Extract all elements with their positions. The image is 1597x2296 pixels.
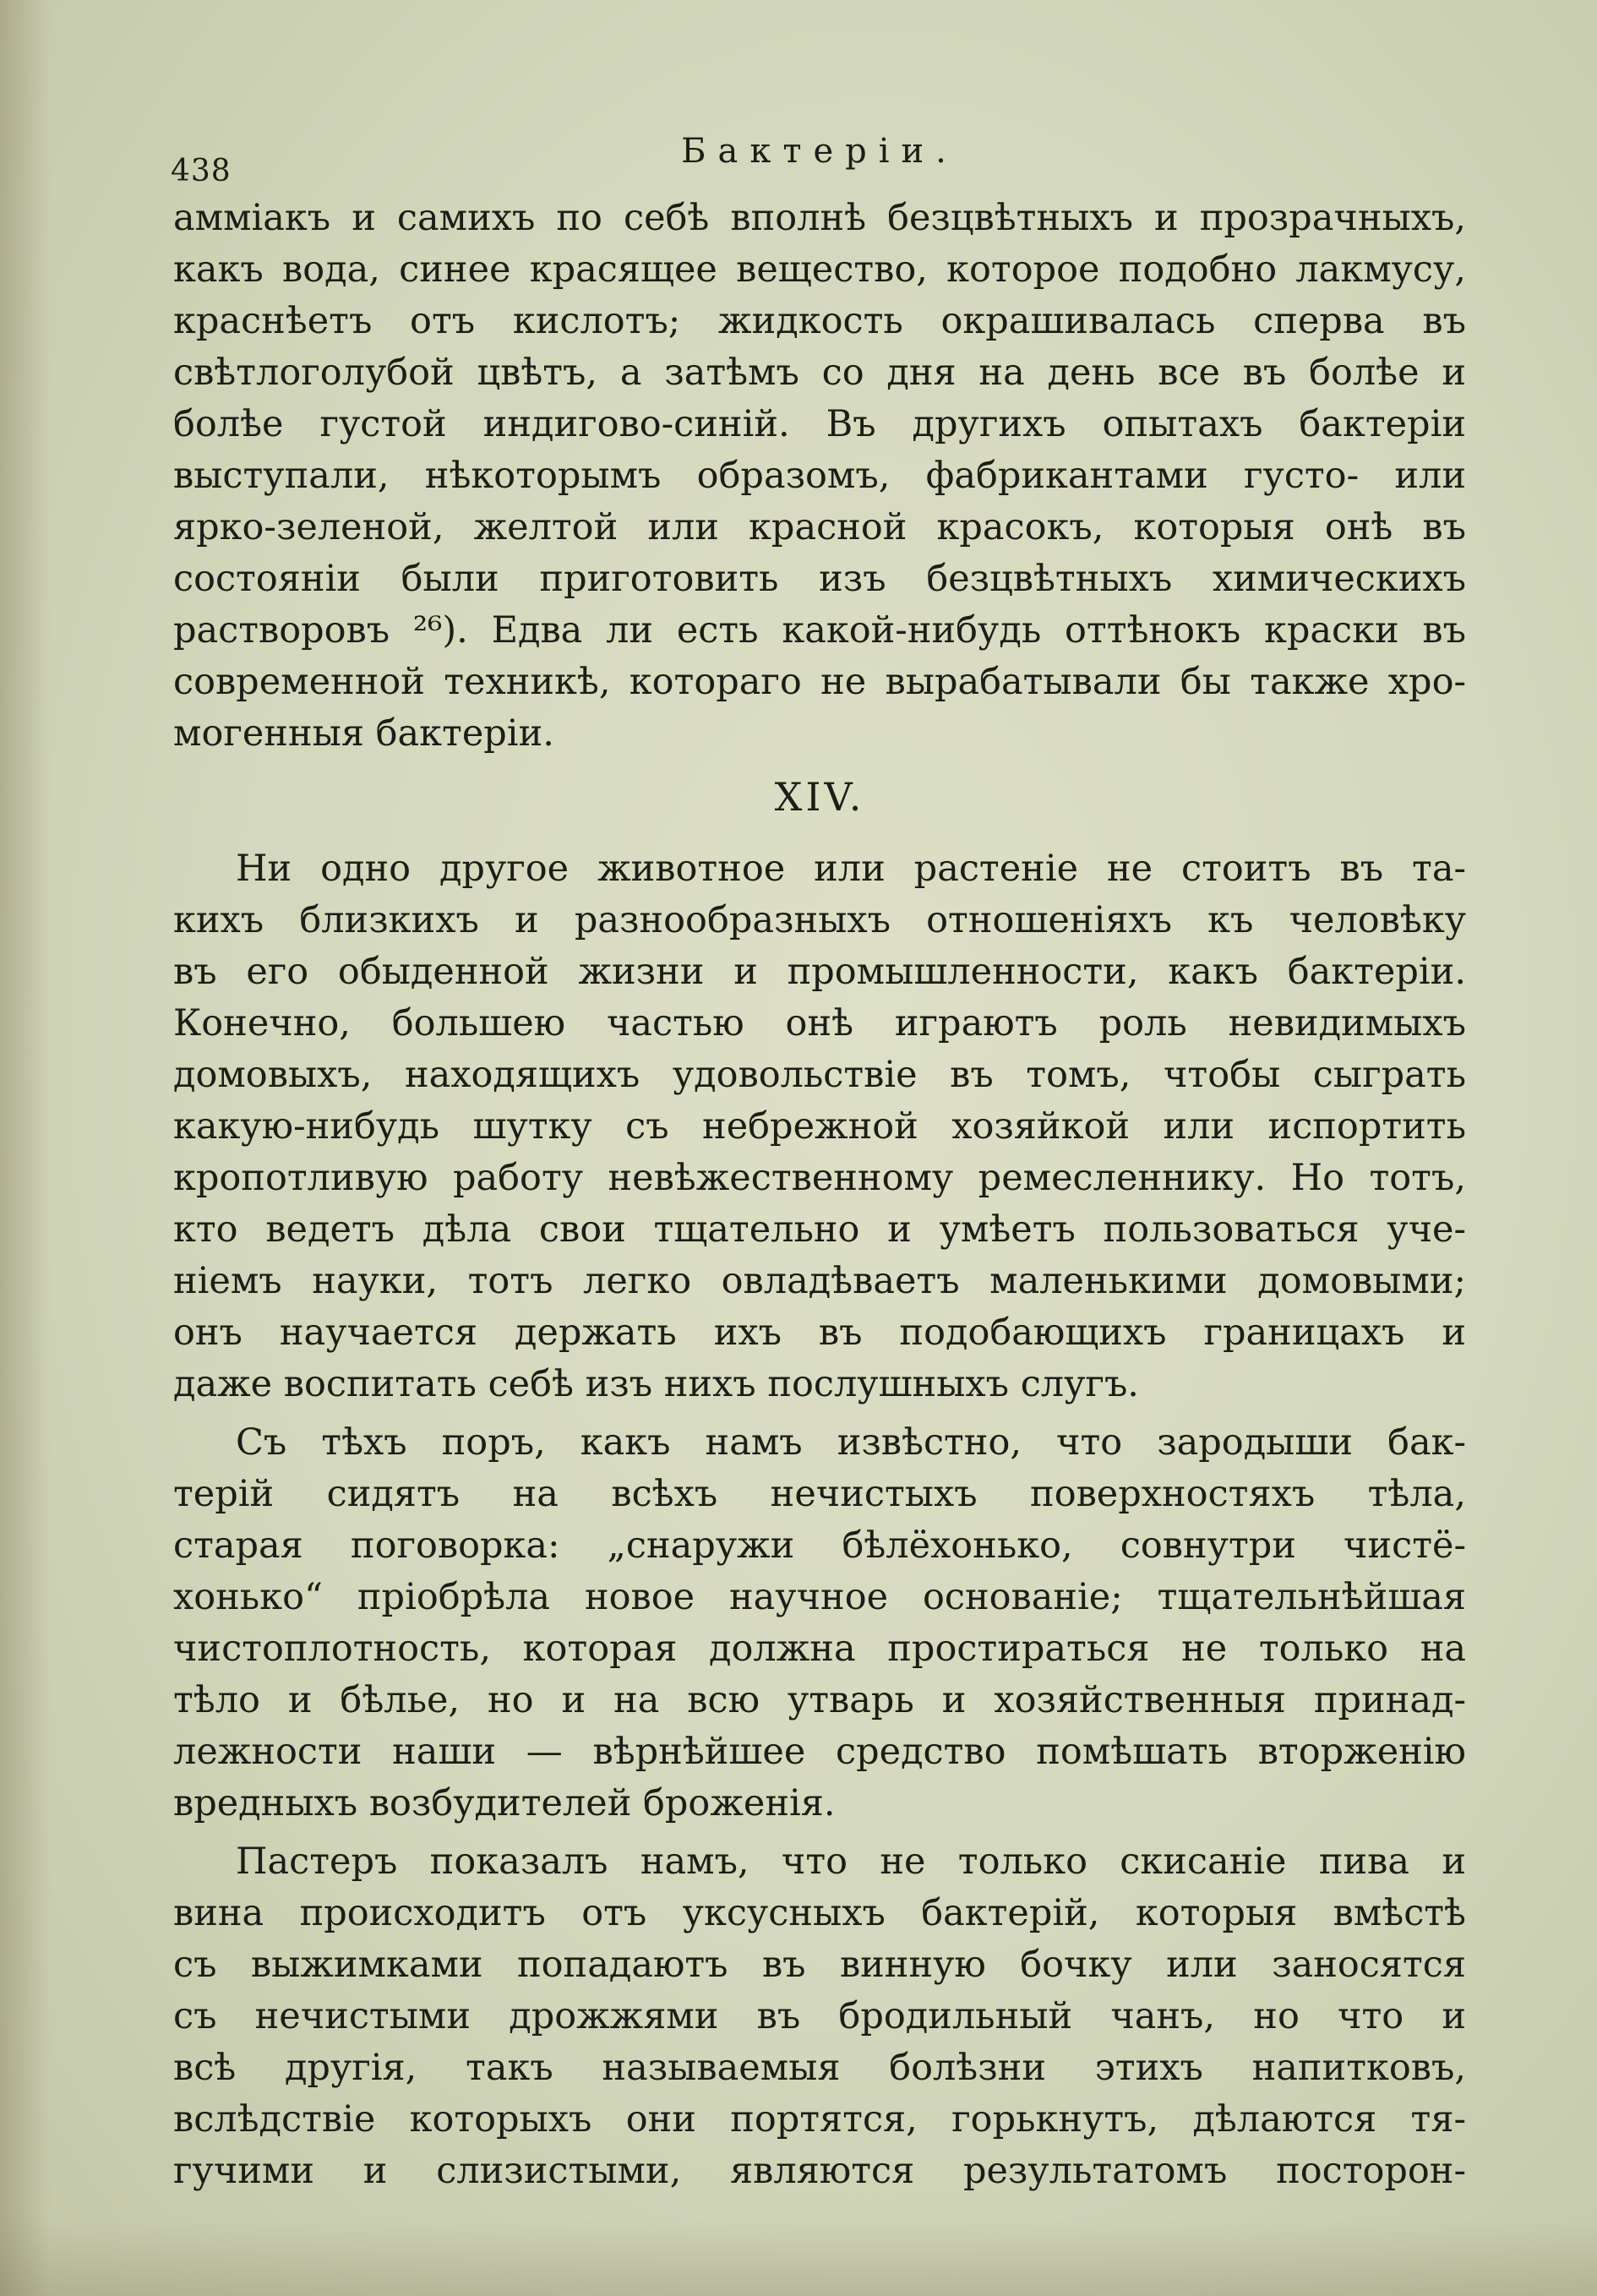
paragraph-1: [173, 843, 1466, 1410]
text-line: старая поговорка: „снаружи бѣлёхонько, совнутри чистё-: [173, 1524, 1466, 1567]
text-line: состоянiи были приготовить изъ безцвѣтныхъ химическихъ: [173, 558, 1466, 600]
text-line: какъ вода, синее красящее вещество, которое подобно лакмусу,: [173, 248, 1466, 291]
paragraph-3: [173, 1836, 1466, 2197]
text-line: онъ научается держать ихъ въ подобающихъ границахъ и: [173, 1312, 1466, 1354]
text-line: хонько“ прiобрѣла новое научное основанiе; тщательнѣйшая: [173, 1576, 1466, 1618]
text-line: свѣтлоголубой цвѣтъ, а затѣмъ со дня на день все въ болѣе и: [173, 352, 1466, 394]
text-line: кропотливую работу невѣжественному ремесленнику. Но тотъ,: [173, 1157, 1466, 1199]
text-line: кихъ близкихъ и разнообразныхъ отношенiяхъ къ человѣку: [173, 899, 1466, 941]
paragraph-spacer: [173, 1410, 1466, 1417]
text-line: всѣ другiя, такъ называемыя болѣзни этихъ напитковъ,: [173, 2047, 1466, 2089]
text-line: Конечно, большею частью онѣ играютъ роль невидимыхъ: [173, 1002, 1466, 1044]
text-line: нiемъ науки, тотъ легко овладѣваетъ маленькими домовыми;: [173, 1260, 1466, 1302]
text-line: какую-нибудь шутку съ небрежной хозяйкой или испортить: [173, 1105, 1466, 1148]
text-line: терiй сидятъ на всѣхъ нечистыхъ поверхностяхъ тѣла,: [173, 1473, 1466, 1515]
text-line: даже воспитать себѣ изъ нихъ послушныхъ слугъ.: [173, 1363, 1139, 1405]
text-line: домовыхъ, находящихъ удовольствiе въ томъ, чтобы сыграть: [173, 1054, 1466, 1096]
text-line: краснѣетъ отъ кислотъ; жидкость окрашивалась сперва въ: [173, 300, 1466, 342]
running-title: Бактеріи.: [681, 132, 958, 171]
page-header: [169, 127, 1470, 186]
text-line: въ его обыденной жизни и промышленности, какъ бактерiи.: [173, 951, 1466, 993]
page-bottom-shadow: [0, 2220, 1597, 2296]
text-line: вслѣдствiе которыхъ они портятся, горькнутъ, дѣлаются тя-: [173, 2098, 1466, 2141]
intro-paragraph: [173, 193, 1466, 760]
text-line: выступали, нѣкоторымъ образомъ, фабрикантами густо- или: [173, 455, 1466, 497]
text-line: тѣло и бѣлье, но и на всю утварь и хозяйственныя принад-: [173, 1679, 1466, 1721]
page-body: [173, 193, 1466, 2197]
text-line: съ нечистыми дрожжями въ бродильный чанъ, но что и: [173, 1995, 1466, 2037]
section-heading: XIV.: [774, 774, 865, 820]
text-line: вредныхъ возбудителей броженiя.: [173, 1782, 836, 1824]
text-line: вина происходитъ отъ уксусныхъ бактерiй, которыя вмѣстѣ: [173, 1892, 1466, 1934]
text-line: аммiакъ и самихъ по себѣ вполнѣ безцвѣтныхъ и прозрачныхъ,: [173, 197, 1466, 239]
text-line: Пастеръ показалъ намъ, что не только скисанiе пива и: [236, 1841, 1466, 1883]
text-line: кто ведетъ дѣла свои тщательно и умѣетъ пользоваться уче-: [173, 1208, 1466, 1251]
page-number: 438: [171, 154, 232, 188]
text-line: современной техникѣ, котораго не вырабатывали бы также хро-: [173, 661, 1466, 703]
text-line: гучими и слизистыми, являются результатомъ посторон-: [173, 2150, 1466, 2192]
text-line: съ выжимками попадаютъ въ винную бочку или заносятся: [173, 1944, 1466, 1986]
text-line: растворовъ ²⁶). Едва ли есть какой-нибудь оттѣнокъ краски въ: [173, 609, 1466, 652]
text-line: чистоплотность, которая должна простираться не только на: [173, 1628, 1466, 1670]
text-line: ярко-зеленой, желтой или красной красокъ, которыя онѣ въ: [173, 506, 1466, 548]
page-edge-shadow: [0, 0, 51, 2296]
text-line: болѣе густой индигово-синiй. Въ другихъ опытахъ бактерiи: [173, 403, 1466, 445]
text-line: могенныя бактерiи.: [173, 712, 554, 755]
text-line: Съ тѣхъ поръ, какъ намъ извѣстно, что зародыши бак-: [236, 1421, 1466, 1464]
text-line: лежности наши — вѣрнѣйшее средство помѣшать вторженiю: [173, 1731, 1466, 1773]
paragraph-2: [173, 1417, 1466, 1830]
text-line: Ни одно другое животное или растенiе не стоитъ въ та-: [236, 848, 1466, 890]
paragraph-spacer: [173, 1830, 1466, 1836]
